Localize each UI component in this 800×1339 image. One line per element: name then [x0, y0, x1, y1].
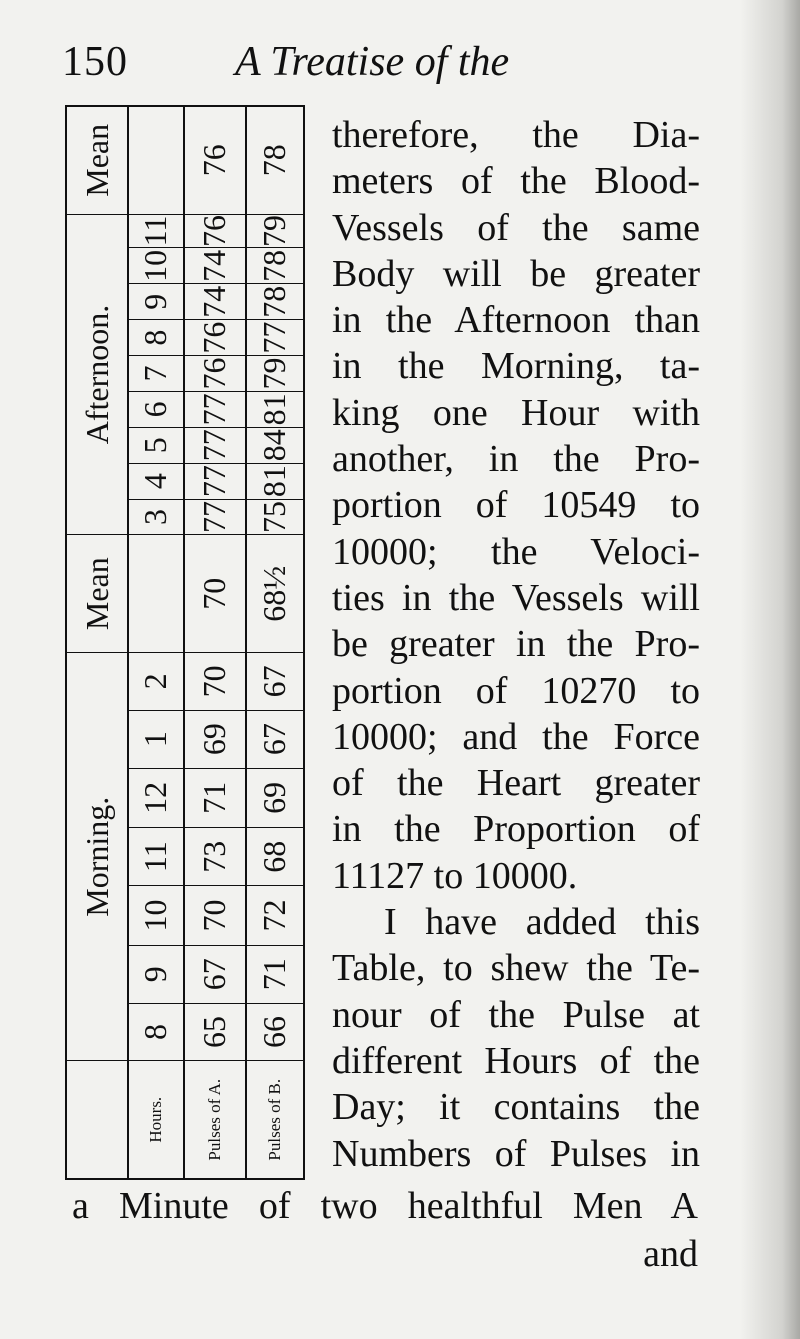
pulses-a-row	[183, 107, 247, 1178]
pulse-a-cell: 77	[183, 391, 245, 427]
pulse-a-cell: 76	[183, 214, 245, 248]
afternoon-mean-b: 78	[255, 144, 292, 177]
pulse-table	[65, 105, 305, 1180]
pulse-b-cell: 78	[245, 283, 303, 319]
text-line: another, in the Pro-	[332, 438, 700, 481]
pulse-b-cell: 67	[245, 710, 303, 768]
text-line: Numbers of Pulses in	[332, 1132, 700, 1175]
text-line: meters of the Blood-	[332, 160, 700, 203]
page-edge-shadow	[740, 0, 800, 1339]
text-line: different Hours of the	[332, 1039, 700, 1082]
hour-cell: 1	[127, 710, 183, 768]
pulse-b-cell: 66	[245, 1003, 303, 1061]
morning-mean-a: 70	[183, 534, 245, 652]
text-line: 10000; the Veloci-	[332, 530, 700, 573]
morning-mean-b: 68½	[245, 534, 303, 652]
hour-cell: 7	[127, 355, 183, 391]
catchword: and	[643, 1233, 698, 1275]
pulse-a-cell: 74	[183, 247, 245, 283]
pulse-a-cell: 69	[183, 710, 245, 768]
pulse-b-cell: 71	[245, 945, 303, 1003]
text-line: Day; it contains the	[332, 1086, 700, 1129]
text-line: in the Proportion of	[332, 808, 700, 851]
afternoon-mean-a: 76	[195, 144, 232, 177]
hours-row-label: Hours.	[127, 1060, 183, 1178]
pulse-b-cell: 68	[245, 827, 303, 885]
table-header-row	[67, 107, 129, 1178]
hour-cell: 5	[127, 427, 183, 463]
pulse-a-cell: 67	[183, 945, 245, 1003]
text-line: be greater in the Pro-	[332, 623, 700, 666]
pulse-b-cell: 79	[245, 355, 303, 391]
pulse-b-cell: 79	[245, 214, 303, 248]
morning-mean-blank	[127, 534, 183, 652]
afternoon-label: Afternoon.	[67, 214, 127, 535]
text-line: 10000; and the Force	[332, 715, 700, 758]
page-number: 150	[62, 39, 128, 85]
text-line: of the Heart greater	[332, 762, 700, 805]
hour-cell: 3	[127, 499, 183, 535]
hour-cell: 8	[127, 319, 183, 355]
pulse-a-cell: 76	[183, 355, 245, 391]
pulse-b-cell: 77	[245, 319, 303, 355]
pulse-a-cell: 74	[183, 283, 245, 319]
text-line: in the Afternoon than	[332, 299, 700, 342]
hours-row	[127, 107, 185, 1178]
afternoon-mean-blank	[127, 107, 183, 214]
hour-cell: 10	[127, 885, 183, 945]
hour-cell: 8	[127, 1003, 183, 1061]
text-line: I have added this	[384, 901, 700, 944]
running-title: A Treatise of the	[235, 39, 510, 85]
body-paragraph	[332, 112, 700, 1177]
afternoon-mean-label: Mean	[78, 123, 115, 197]
text-line: in the Morning, ta-	[332, 345, 700, 388]
pulse-a-cell: 76	[183, 319, 245, 355]
hour-cell: 11	[127, 827, 183, 885]
pulse-a-cell: 77	[183, 463, 245, 499]
text-line: Vessels of the same	[332, 206, 700, 249]
pulses-b-label: Pulses of B.	[245, 1060, 303, 1178]
pulse-b-cell: 78	[245, 247, 303, 283]
pulse-b-cell: 75	[245, 499, 303, 535]
hour-cell: 4	[127, 463, 183, 499]
pulse-b-cell: 67	[245, 652, 303, 710]
text-line: portion of 10270 to	[332, 669, 700, 712]
pulse-a-cell: 71	[183, 768, 245, 828]
hour-cell: 12	[127, 768, 183, 828]
text-line: Body will be greater	[332, 252, 700, 295]
text-line: king one Hour with	[332, 391, 700, 434]
pulse-a-cell: 77	[183, 427, 245, 463]
pulse-a-cell: 70	[183, 652, 245, 710]
pulse-a-cell: 77	[183, 499, 245, 535]
pulse-a-cell: 73	[183, 827, 245, 885]
hour-cell: 2	[127, 652, 183, 710]
hour-cell: 11	[127, 214, 183, 248]
text-line: ties in the Vessels will	[332, 576, 700, 619]
text-line: Table, to shew the Te-	[332, 947, 700, 990]
pulse-table-rotated	[65, 105, 305, 1180]
morning-mean-label: Mean	[67, 534, 127, 652]
pulses-b-row	[245, 107, 303, 1178]
hour-cell: 10	[127, 247, 183, 283]
hour-cell: 9	[127, 283, 183, 319]
pulse-b-cell: 84	[245, 427, 303, 463]
pulse-a-cell: 70	[183, 885, 245, 945]
full-width-line: a Minute of two healthful Men A	[72, 1185, 698, 1227]
hour-cell: 9	[127, 945, 183, 1003]
morning-label: Morning.	[67, 652, 127, 1060]
text-line: therefore, the Dia-	[332, 114, 700, 156]
pulse-b-cell: 81	[245, 463, 303, 499]
pulses-a-label: Pulses of A.	[183, 1060, 245, 1178]
text-line: nour of the Pulse at	[332, 993, 700, 1036]
table-corner-cell	[67, 1060, 127, 1178]
pulse-b-cell: 81	[245, 391, 303, 427]
pulse-b-cell: 72	[245, 885, 303, 945]
pulse-b-cell: 69	[245, 768, 303, 828]
text-line: portion of 10549 to	[332, 484, 700, 527]
pulse-a-cell: 65	[183, 1003, 245, 1061]
text-line: 11127 to 10000.	[332, 854, 578, 897]
hour-cell: 6	[127, 391, 183, 427]
